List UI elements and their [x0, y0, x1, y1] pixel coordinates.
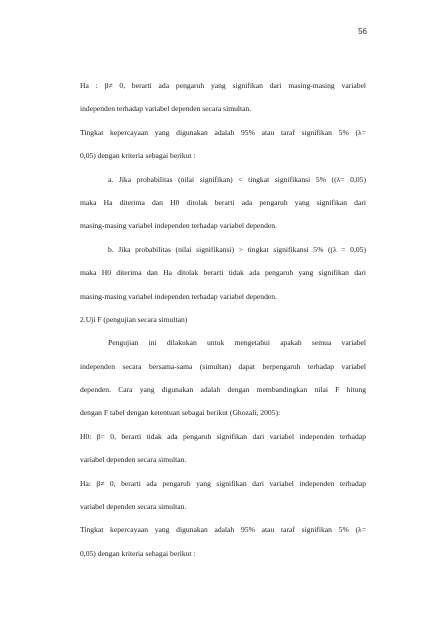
- text-line: Ha: β≠ 0, berarti ada pengaruh yang signifikan dari variabel independen terhadap: [80, 478, 366, 488]
- text-line: dengan F tabel dengan ketentuan sebagai berikut (Ghozali, 2005):: [80, 408, 281, 418]
- text-line: Ha : β≠ 0, berarti ada pengaruh yang signifikan dari masing-masing variabel: [80, 81, 366, 90]
- text-line: a. Jika probabilitas (nilai signifikan) < tingkat signifikansi 5% ((λ= 0,05): [108, 174, 366, 184]
- text-line: 0,05) dengan kriteria sebagai berikut :: [80, 548, 196, 558]
- text-line: variabel dependen secara simultan.: [80, 455, 187, 465]
- text-line: 0,05) dengan kriteria sebagai berikut :: [80, 151, 196, 161]
- text-line: maka H0 diterima dan Ha ditolak berarti tidak ada pengaruh yang signifikan dari: [80, 268, 366, 278]
- text-line: masing-masing variabel independen terhadap variabel dependen.: [80, 291, 277, 301]
- text-line: variabel dependen secara simultan.: [80, 502, 187, 512]
- document-body: [80, 80, 366, 571]
- text-line: H0: β= 0, berarti tidak ada pengaruh signifikan dari variabel independen terhadap: [80, 431, 366, 441]
- text-line: b. Jika probabilitas (nilai signifikansi) > tingkat signifikansi 5% ((λ = 0,05): [108, 244, 366, 254]
- text-line: Pengujian ini dilakukan untuk mengetahui apakah semua variabel: [108, 338, 366, 348]
- text-line: Tingkat kepercayaan yang digunakan adalah 95% atau taraf signifikan 5% (λ=: [80, 127, 366, 137]
- page-number: 56: [358, 27, 367, 36]
- text-line: masing-masing variabel independen terhadap variabel dependen.: [80, 221, 277, 231]
- text-line: independen secara bersama-sama (simultan) dapat berpengaruh terhadap variabel: [80, 361, 366, 371]
- text-line: independen terhadap variabel dependen secara simultan.: [80, 104, 252, 114]
- text-line: 2.Uji F (pengujian secara simultan): [80, 314, 188, 324]
- text-line: maka Ha diterima dan H0 ditolak berarti ada pengaruh yang signifikan dari: [80, 197, 366, 207]
- text-line: dependen. Cara yang digunakan adalah dengan membandingkan nilai F hitung: [80, 385, 366, 395]
- text-line: Tingkat kepercayaan yang digunakan adalah 95% atau taraf signifikan 5% (λ=: [80, 525, 366, 535]
